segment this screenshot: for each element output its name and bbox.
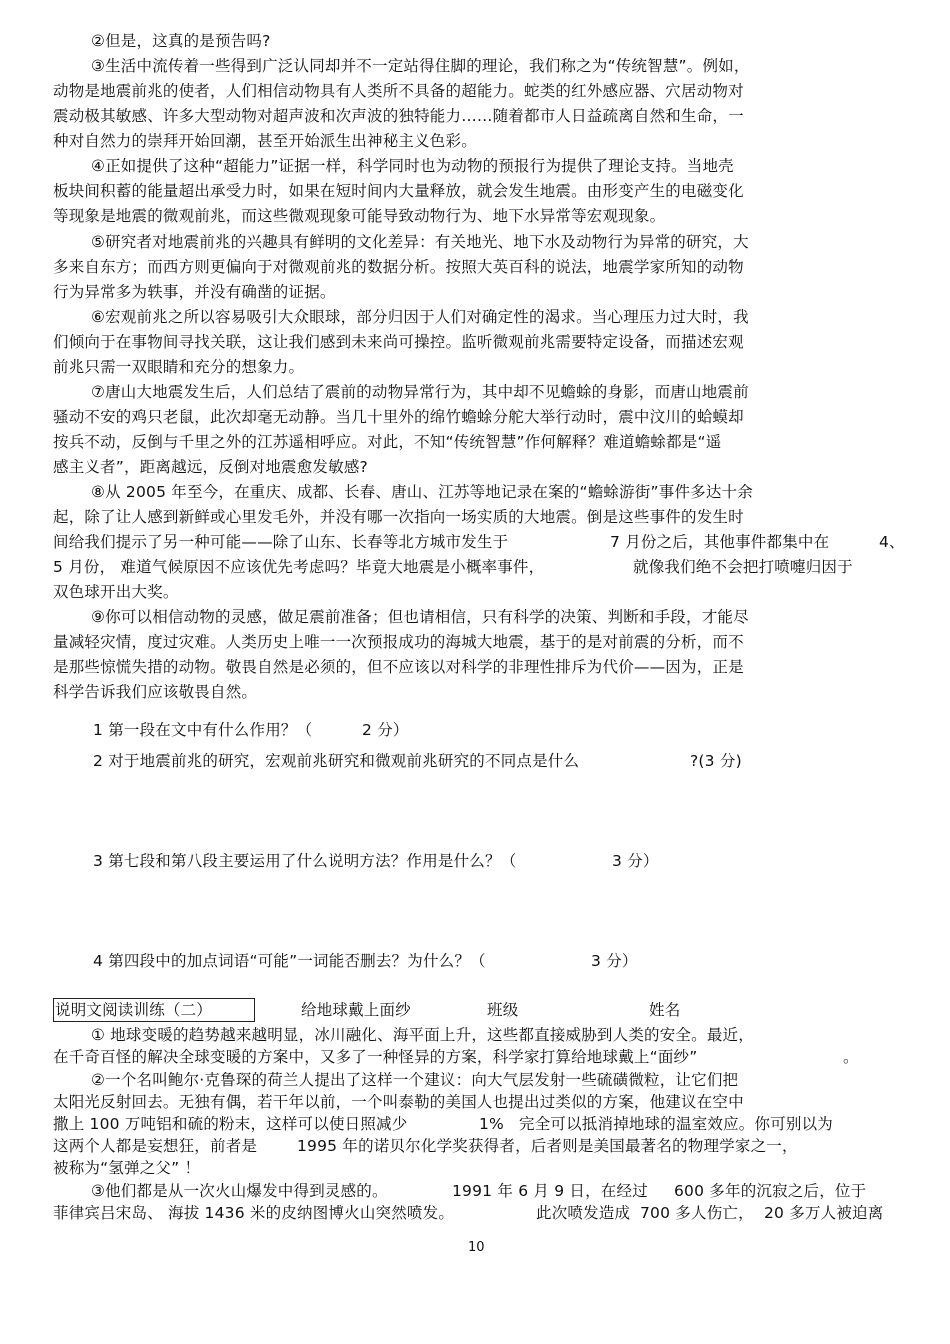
text-line: 太阳光反射回去。无独有偶，若干年以前，一个叫泰勒的美国人也提出过类似的方案，他建议在空中 (53, 1093, 744, 1111)
text-segment: 20 多万人被迫离 (764, 1204, 884, 1222)
text-line: 起，除了让人感到新鲜或心里发毛外，并没有哪一次指向一场实质的大地震。倒是这些事件的发生时 (53, 508, 744, 526)
name-label: 姓名 (649, 1001, 681, 1019)
text-line: 按兵不动，反倒与千里之外的江苏遥相呼应。对此，不知“传统智慧”作何解释？难道蟾蜍都是“遥 (53, 433, 722, 451)
text-line: ⑨你可以相信动物的灵感，做足震前准备；但也请相信，只有科学的决策、判断和手段，才能尽 (91, 608, 749, 626)
text-segment: ③他们都是从一次火山爆发中得到灵感的。 (91, 1182, 388, 1200)
text-line: 是那些惊慌失措的动物。敬畏自然是必须的，但不应该以对科学的非理性排斥为代价——因为，正是 (53, 658, 744, 676)
text-line: 骚动不安的鸡只老鼠，此次却毫无动静。当几十里外的绵竹蟾蜍分舵大举行动时，震中汶川的蛤蟆却 (53, 408, 744, 426)
text-line: 多来自东方；而西方则更偏向于对微观前兆的数据分析。按照大英百科的说法，地震学家所知的动物 (53, 258, 744, 276)
text-segment: 就像我们绝不会把打喷嚏归因于 (633, 558, 853, 576)
text-line: 量减轻灾情，度过灾难。人类历史上唯一一次预报成功的海城大地震，基于的是对前震的分析，而不 (53, 633, 744, 651)
text-line: ④正如提供了这种“超能力”证据一样，科学同时也为动物的预报行为提供了理论支持。当地壳 (91, 157, 734, 175)
text-line: 前兆只需一双眼睛和充分的想象力。 (53, 358, 305, 376)
text-line: ②一个名叫鲍尔·克鲁琛的荷兰人提出了这样一个建议：向大气层发射一些硫磺微粒，让它们把 (91, 1071, 739, 1089)
text-line: 科学告诉我们应该敬畏自然。 (53, 683, 258, 701)
text-line: ⑧从 2005 年至今，在重庆、成都、长春、唐山、江苏等地记录在案的“蟾蜍游街”事件多达十余 (91, 483, 753, 501)
class-label: 班级 (487, 1001, 519, 1019)
text-line: 板块间积蓄的能量超出承受力时，如果在短时间内大量释放，就会发生地震。由形变产生的电磁变化 (53, 182, 744, 200)
text-line: ②但是，这真的是预告吗? (91, 32, 271, 50)
question-text: 2 对于地震前兆的研究，宏观前兆研究和微观前兆研究的不同点是什么 (93, 752, 580, 770)
text-segment: 1991 年 6 月 9 日，在经过 (452, 1182, 648, 1200)
text-line: 们倾向于在事物间寻找关联，这让我们感到未来尚可操控。监听微观前兆需要特定设备，而描述宏观 (53, 333, 744, 351)
question-text: 4 第四段中的加点词语“可能”一词能否删去？为什么？（ (93, 952, 486, 970)
text-segment: 撒上 100 万吨铝和硫的粉末，这样可以使日照减少 (53, 1115, 408, 1133)
text-segment: 600 多年的沉寂之后，位于 (674, 1182, 867, 1200)
page-number: 10 (468, 1240, 485, 1255)
question-text: 1 第一段在文中有什么作用？（ (93, 721, 313, 739)
article-title: 给地球戴上面纱 (301, 1001, 411, 1019)
text-line: 种对自然力的崇拜开始回潮，甚至开始派生出神秘主义色彩。 (53, 132, 477, 150)
text-line: 等现象是地震的微观前兆，而这些微观现象可能导致动物行为、地下水异常等宏观现象。 (53, 207, 666, 225)
text-segment: 此次喷发造成 (536, 1204, 631, 1222)
question-score: ?(3 分) (690, 752, 742, 770)
text-segment: 。 (843, 1048, 859, 1066)
text-segment: 菲律宾吕宋岛、 海拔 1436 米的皮纳图博火山突然喷发。 (53, 1204, 455, 1222)
text-segment: 5 月份， 难道气候原因不应该优先考虑吗？毕竟大地震是小概率事件， (53, 558, 545, 576)
text-line: 动物是地震前兆的使者，人们相信动物具有人类所不具备的超能力。蛇类的红外感应器、穴居动物对 (53, 82, 744, 100)
text-segment: 1995 年的诺贝尔化学奖获得者，后者则是美国最著名的物理学家之一， (297, 1137, 798, 1155)
text-line: 被称为“氢弹之父” ！ (53, 1159, 201, 1177)
section-header: 说明文阅读训练（二） (55, 1001, 213, 1019)
text-segment: 7 月份之后，其他事件都集中在 (610, 533, 830, 551)
question-score: 3 分） (612, 852, 659, 870)
text-segment: 在千奇百怪的解决全球变暖的方案中，又多了一种怪异的方案，科学家打算给地球戴上“面纱” (53, 1048, 698, 1066)
text-line: 双色球开出大奖。 (53, 583, 179, 601)
text-segment: 700 多人伤亡， (640, 1204, 754, 1222)
question-text: 3 第七段和第八段主要运用了什么说明方法？作用是什么？（ (93, 852, 517, 870)
text-line: ⑦唐山大地震发生后，人们总结了震前的动物异常行为，其中却不见蟾蜍的身影，而唐山地震前 (91, 383, 749, 401)
question-score: 3 分） (591, 952, 638, 970)
text-line: 感主义者”，距离越远，反倒对地震愈发敏感? (53, 458, 368, 476)
text-segment: 完全可以抵消掉地球的温室效应。你可别以为 (519, 1115, 834, 1133)
text-line: 行为异常多为轶事，并没有确凿的证据。 (53, 283, 336, 301)
text-segment: 4、 (879, 533, 905, 551)
text-segment: 1% (479, 1115, 504, 1133)
text-line: ③生活中流传着一些得到广泛认同却并不一定站得住脚的理论，我们称之为“传统智慧”。例如， (91, 57, 750, 75)
question-score: 2 分） (362, 721, 409, 739)
text-line: ⑥宏观前兆之所以容易吸引大众眼球，部分归因于人们对确定性的渴求。当心理压力过大时，我 (91, 308, 749, 326)
text-line: 震动极其敏感、许多大型动物对超声波和次声波的独特能力……随着都市人日益疏离自然和生命，一 (53, 107, 744, 125)
text-segment: 这两个人都是妄想狂，前者是 (53, 1137, 258, 1155)
text-line: ⑤研究者对地震前兆的兴趣具有鲜明的文化差异：有关地光、地下水及动物行为异常的研究，大 (91, 233, 749, 251)
text-segment: 间给我们提示了另一种可能——除了山东、长春等北方城市发生于 (53, 533, 509, 551)
text-line: ① 地球变暖的趋势越来越明显，冰川融化、海平面上升，这些都直接威胁到人类的安全。最近， (91, 1026, 754, 1044)
